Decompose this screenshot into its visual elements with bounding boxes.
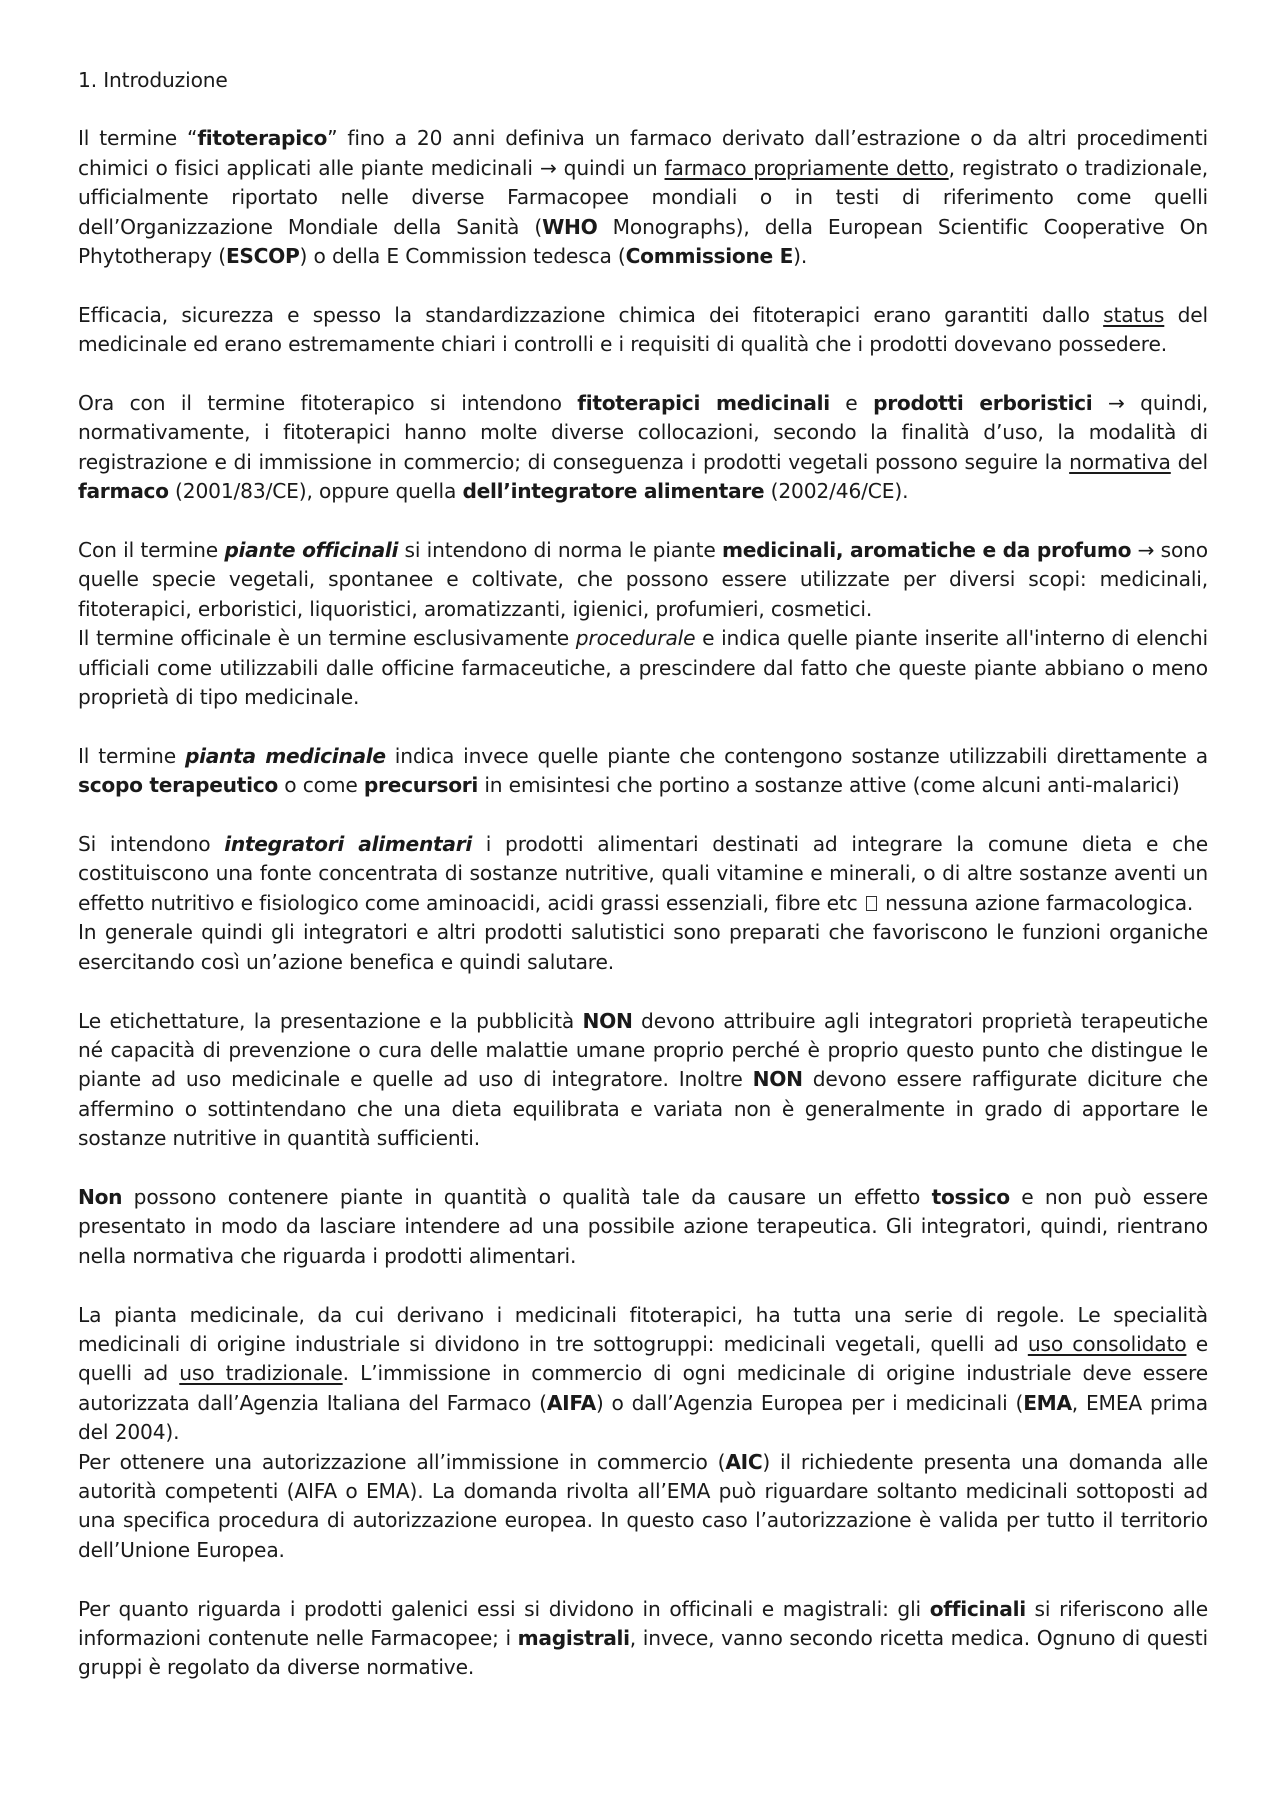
paragraph-prodotti-galenici: Per quanto riguarda i prodotti galenici essi si dividono in officinali e magistrali: gli officinali si riferiscono alle informazioni contenute nelle Farmacopee; i magistrali, invece, vanno secondo ricetta medica. Ognuno di questi gruppi è regolato da diverse normative. [78,1596,1209,1680]
paragraph-etichettature: Le etichettature, la presentazione e la pubblicità NON devono attribuire agli integratori proprietà terapeutiche né capacità di prevenzione o cura delle malattie umane proprio perché è proprio questo punto che distingue le piante ad uso medicinale e quelle ad uso di integratore. Inoltre NON devono essere raffigurate diciture che affermino o sottintendano che una dieta equilibrata e variata non è generalmente in grado di apportare le sostanze nutritive in quantità sufficienti. [78,1008,1208,1151]
section-heading: 1. Introduzione [78,68,228,92]
paragraph-termine-officinale: Il termine officinale è un termine esclusivamente procedurale e indica quelle piante inserite all'interno di elenchi ufficiali come utilizzabili dalle officine farmaceutiche, a prescindere dal fatto che queste piante abbiano o meno proprietà di tipo medicinale. [78,626,1208,710]
paragraph-fitoterapici-medicinali: Ora con il termine fitoterapico si intendono fitoterapici medicinali e prodotti erboristici → quindi, normativamente, i fitoterapici hanno molte diverse collocazioni, secondo la finalità d’uso, la modalità di registrazione e di immissione in commercio; di conseguenza i prodotti vegetali possono seguire la normativa del farmaco (2001/83/CE), oppure quella dell’integratore alimentare (2002/46/CE). [78,391,1208,504]
paragraph-fitoterapico-definition: Il termine “fitoterapico” fino a 20 anni definiva un farmaco derivato dall’estrazione o da altri procedimenti chimici o fisici applicati alle piante medicinali → quindi un farmaco propriamente detto, registrato o tradizionale, ufficialmente riportato nelle diverse Farmacopee mondiali o in testi di riferimento come quelli dell’Organizzazione Mondiale della Sanità (WHO Monographs), della European Scientific Cooperative On Phytotherapy (ESCOP) o della E Commission tedesca (Commissione E). [78,126,1208,269]
document-page [78,66,1208,1712]
right-arrow-icon: → [1137,538,1155,563]
paragraph-integratori-alimentari: Si intendono integratori alimentari i prodotti alimentari destinati ad integrare la comune dieta e che costituiscono una fonte concentrata di sostanze nutritive, quali vitamine e minerali, o di altre sostanze aventi un effetto nutritivo e fisiologico come aminoacidi, acidi grassi essenziali, fibre etc nessuna azione farmacologica. [78,832,1208,915]
paragraph-pianta-medicinale-regole: La pianta medicinale, da cui derivano i medicinali fitoterapici, ha tutta una serie di regole. Le specialità medicinali di origine industriale si dividono in tre sottogruppi: medicinali vegetali, quelli ad uso consolidato e quelli ad uso tradizionale. L’immissione in commercio di ogni medicinale di origine industriale deve essere autorizzata dall’Agenzia Italiana del Farmaco (AIFA) o dall’Agenzia Europea per i medicinali (EMA, EMEA prima del 2004). [78,1302,1209,1445]
paragraph-efficacia: Efficacia, sicurezza e spesso la standardizzazione chimica dei fitoterapici erano garantiti dallo status del medicinale ed erano estremamente chiari i controlli e i requisiti di qualità che i prodotti dovevano possedere. [78,302,1208,357]
paragraph-piante-officinali: Con il termine piante officinali si intendono di norma le piante medicinali, aromatiche e da profumo → sono quelle specie vegetali, spontanee e coltivate, che possono essere utilizzate per diversi scopi: medicinali, fitoterapici, erboristici, liquoristici, aromatizzanti, igienici, profumieri, cosmetici. [78,538,1208,621]
missing-glyph-icon [866,896,877,911]
paragraph-aic: Per ottenere una autorizzazione all’immissione in commercio (AIC) il richiedente presenta una domanda alle autorità competenti (AIFA o EMA). La domanda rivolta all’EMA può riguardare soltanto medicinali sottoposti ad una specifica procedura di autorizzazione europea. In questo caso l’autorizzazione è valida per tutto il territorio dell’Unione Europea. [78,1449,1209,1562]
paragraph-integratori-generale: In generale quindi gli integratori e altri prodotti salutistici sono preparati che favoriscono le funzioni organiche esercitando così un’azione benefica e quindi salutare. [78,920,1208,974]
right-arrow-icon: → [539,155,557,180]
right-arrow-icon: → [1107,391,1125,416]
paragraph-non-possono: Non possono contenere piante in quantità o qualità tale da causare un effetto tossico e non può essere presentato in modo da lasciare intendere ad una possibile azione terapeutica. Gli integratori, quindi, rientrano nella normativa che riguarda i prodotti alimentari. [78,1184,1208,1268]
paragraph-pianta-medicinale: Il termine pianta medicinale indica invece quelle piante che contengono sostanze utilizzabili direttamente a scopo terapeutico o come precursori in emisintesi che portino a sostanze attive (come alcuni anti-malarici) [78,743,1209,798]
